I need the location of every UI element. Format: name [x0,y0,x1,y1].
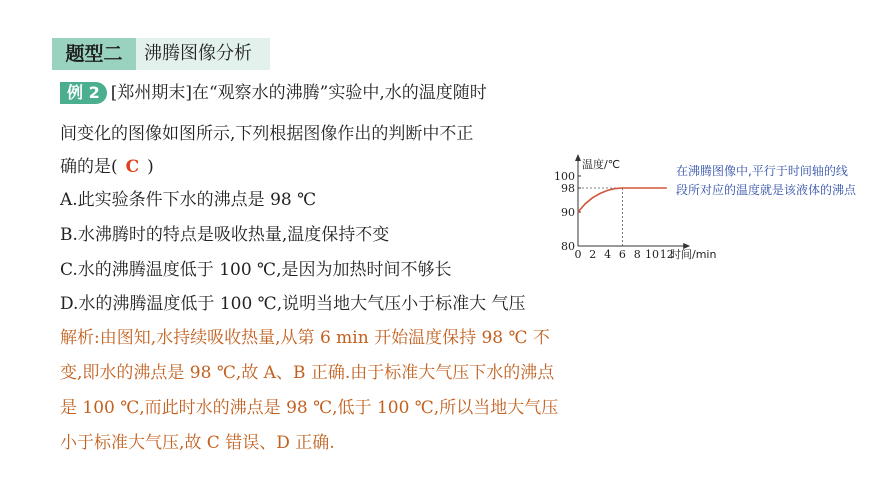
x-tick-label: 4 [604,248,612,261]
x-tick-label: 2 [589,248,597,261]
y-axis-arrow [575,154,581,161]
x-tick-label: 6 [618,248,626,261]
x-tick-label: 0 [574,248,582,261]
question-text-3: 确的是( [60,157,118,177]
question-text-3-end: ) [147,157,154,177]
section-tag: 题型二 [52,38,136,70]
section-title: 沸腾图像分析 [144,43,252,64]
answer-letter: C [125,157,140,177]
option-d: D.水的沸腾温度低于 100 ℃,说明当地大气压小于标准大 气压 [60,294,526,314]
solution-line-4: 小于标准大气压,故 C 错误、D 正确. [60,433,335,453]
question-line-2: 间变化的图像如图所示,下列根据图像作出的判断中不正 [60,124,474,144]
y-tick-label: 98 [561,182,575,195]
question-source: [郑州期末] [110,83,192,103]
solution-line-3: 是 100 ℃,而此时水的沸点是 98 ℃,低于 100 ℃,所以当地大气压 [60,398,559,418]
option-c: C.水的沸腾温度低于 100 ℃,是因为加热时间不够长 [60,260,452,280]
x-axis-label: 时间/min [670,248,717,261]
question-line-3 [60,156,154,178]
question-line-1 [60,82,487,104]
option-b: B.水沸腾时的特点是吸收热量,温度保持不变 [60,225,390,245]
x-tick-label: 8 [633,248,641,261]
solution-line-1: 解析:由图知,水持续吸收热量,从第 6 min 开始温度保持 98 ℃ 不 [60,328,550,348]
y-tick-label: 80 [561,240,575,253]
chart-annotation: 在沸腾图像中,平行于时间轴的线段所对应的温度就是该液体的沸点 [676,164,857,197]
x-tick-label: 12 [659,248,674,261]
x-tick-label: 10 [645,248,659,261]
example-badge: 例 2 [60,82,107,104]
solution-line-2: 变,即水的沸点是 98 ℃,故 A、B 正确.由于标准大气压下水的沸点 [60,363,555,383]
y-tick-label: 90 [561,206,575,219]
y-tick-label: 100 [554,170,575,183]
y-axis-label: 温度/℃ [582,158,621,171]
option-a: A.此实验条件下水的沸点是 98 ℃ [60,190,317,210]
question-text-1: 在“观察水的沸腾”实验中,水的温度随时 [191,83,487,103]
